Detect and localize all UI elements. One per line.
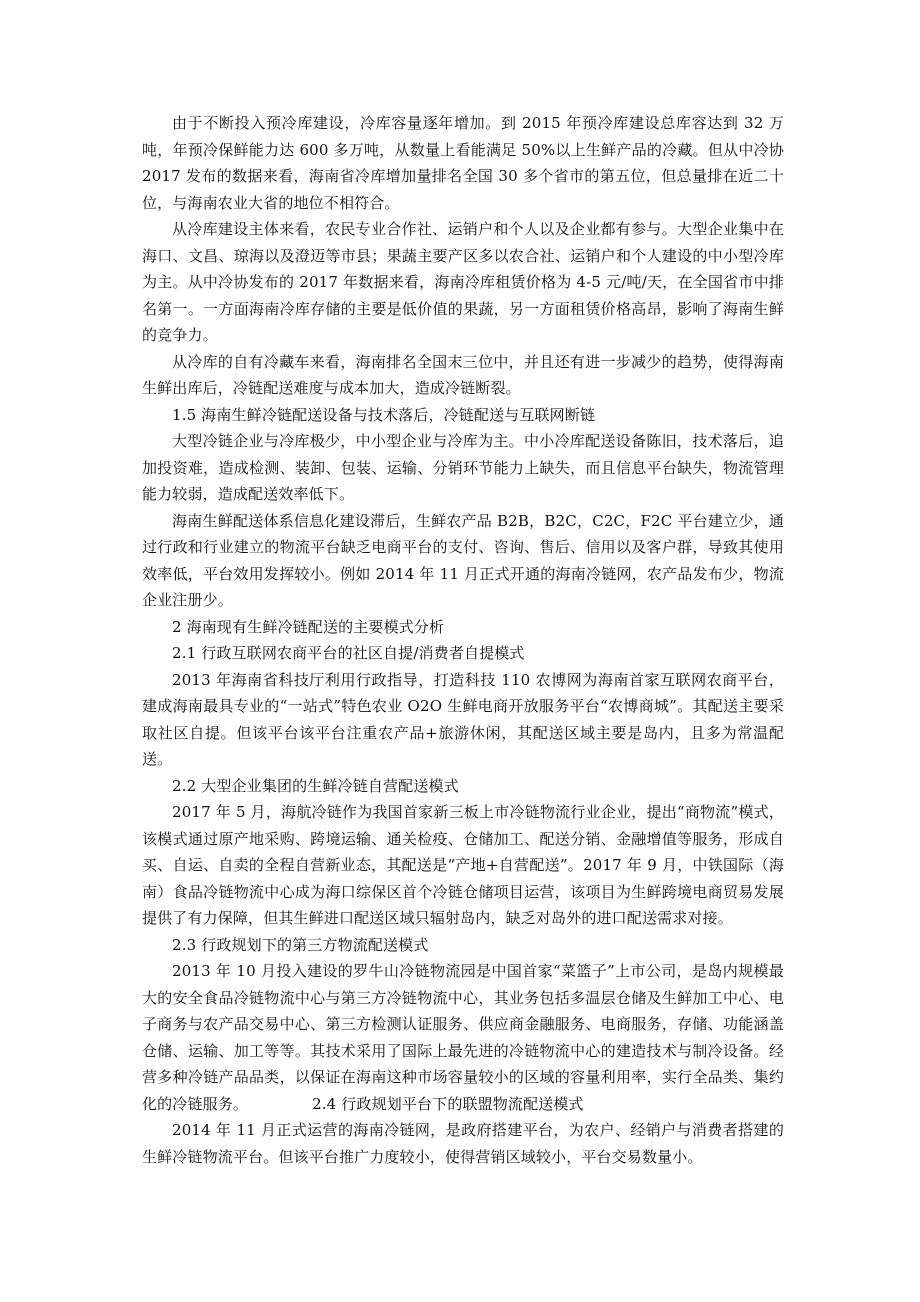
- section-heading-2-1: 2.1 行政互联网农商平台的社区自提/消费者自提模式: [172, 644, 525, 662]
- section-heading-2-2: 2.2 大型企业集团的生鲜冷链自营配送模式: [172, 776, 459, 795]
- paragraph-cold-storage-capacity: 由于不断投入预冷库建设，冷库容量逐年增加。到 2015 年预冷库建设总库容达到 32 万吨，年预冷保鲜能力达 600 多万吨，从数量上看能满足 50%以上生鲜产品的冷藏。但从中冷协 2017 发布的数据来看，海南省冷库增加量排名全国 30 多个省市的第五位，但总量排在近二十位，与海南农业大省的地位不相符合。: [142, 114, 784, 212]
- paragraph-informatization: 海南生鲜配送体系信息化建设滞后，生鲜农产品 B2B，B2C，C2C，F2C 平台建立少，通过行政和行业建立的物流平台缺乏电商平台的支付、咨询、售后、信用以及客户群，导致其使用效率低，平台效用发挥较小。例如 2014 年 11 月正式开通的海南冷链网，农产品发布少，物流企业注册少。: [142, 511, 784, 609]
- document-body: [142, 110, 784, 1170]
- paragraph-equipment-backward: 大型冷链企业与冷库极少，中小型企业与冷库为主。中小冷库配送设备陈旧，技术落后，追加投资难，造成检测、装卸、包装、运输、分销环节能力上缺失，而且信息平台缺失，物流管理能力较弱，造成配送效率低下。: [142, 432, 784, 503]
- paragraph-refrigerated-trucks: 从冷库的自有冷藏车来看，海南排名全国末三位中，并且还有进一步减少的趋势，使得海南生鲜出库后，冷链配送难度与成本加大，造成冷链断裂。: [142, 352, 784, 397]
- section-heading-2-3: 2.3 行政规划下的第三方物流配送模式: [172, 935, 429, 954]
- paragraph-hna-cold-chain: 2017 年 5 月，海航冷链作为我国首家新三板上市冷链物流行业企业，提出“商物流”模式，该模式通过原产地采购、跨境运输、通关检疫、仓储加工、配送分销、金融增值等服务，形成自买、自运、自卖的全程自营新业态，其配送是“产地+自营配送”。2017 年 9 月，中铁国际（海南）食品冷链物流中心成为海口综保区首个冷链仓储项目运营，该项目为生鲜跨境电商贸易发展提供了有力保障，但其生鲜进口配送区域只辐射岛内，缺乏对岛外的进口配送需求对接。: [142, 803, 784, 927]
- paragraph-hainan-cold-chain-network: 2014 年 11 月正式运营的海南冷链网，是政府搭建平台，为农户、经销户与消费者搭建的生鲜冷链物流平台。但该平台推广力度较小，使得营销区域较小，平台交易数量小。: [142, 1121, 784, 1166]
- paragraph-luoniushan-text: 2013 年 10 月投入建设的罗牛山冷链物流园是中国首家“菜篮子”上市公司，是岛内规模最大的安全食品冷链物流中心与第三方冷链物流中心，其业务包括多温层仓储及生鲜加工中心、电子商务与农产品交易中心、第三方检测认证服务、供应商金融服务、电商服务，存储、功能涵盖仓储、运输、加工等等。其技术采用了国际上最先进的冷链物流中心的建造技术与制冷设备。经营多种冷链产品品类，以保证在海南这种市场容量较小的区域的容量利用率，实行全品类、集约化的冷链服务。: [142, 962, 784, 1113]
- section-heading-2: 2 海南现有生鲜冷链配送的主要模式分析: [172, 617, 445, 636]
- section-heading-2-4: 2.4 行政规划平台下的联盟物流配送模式: [312, 1094, 584, 1113]
- section-heading-1-5: 1.5 海南生鲜冷链配送设备与技术落后，冷链配送与互联网断链: [172, 405, 596, 424]
- paragraph-luoniushan-park: [142, 958, 784, 1117]
- paragraph-cold-storage-builders: 从冷库建设主体来看，农民专业合作社、运销户和个人以及企业都有参与。大型企业集中在海口、文昌、琼海以及澄迈等市县；果蔬主要产区多以农合社、运销户和个人建设的中小型冷库为主。从中冷协发布的 2017 年数据来看，海南冷库租赁价格为 4-5 元/吨/天，在全国省市中排名第一。一方面海南冷库存储的主要是低价值的果蔬，另一方面租赁价格高昂，影响了海南生鲜的竞争力。: [142, 220, 784, 344]
- paragraph-nongbo-platform: 2013 年海南省科技厅利用行政指导，打造科技 110 农博网为海南首家互联网农商平台，建成海南最具专业的“一站式”特色农业 O2O 生鲜电商开放服务平台“农博商城”。其配送主要采取社区自提。但该平台该平台注重农产品+旅游休闲，其配送区域主要是岛内，且多为常温配送。: [142, 670, 784, 768]
